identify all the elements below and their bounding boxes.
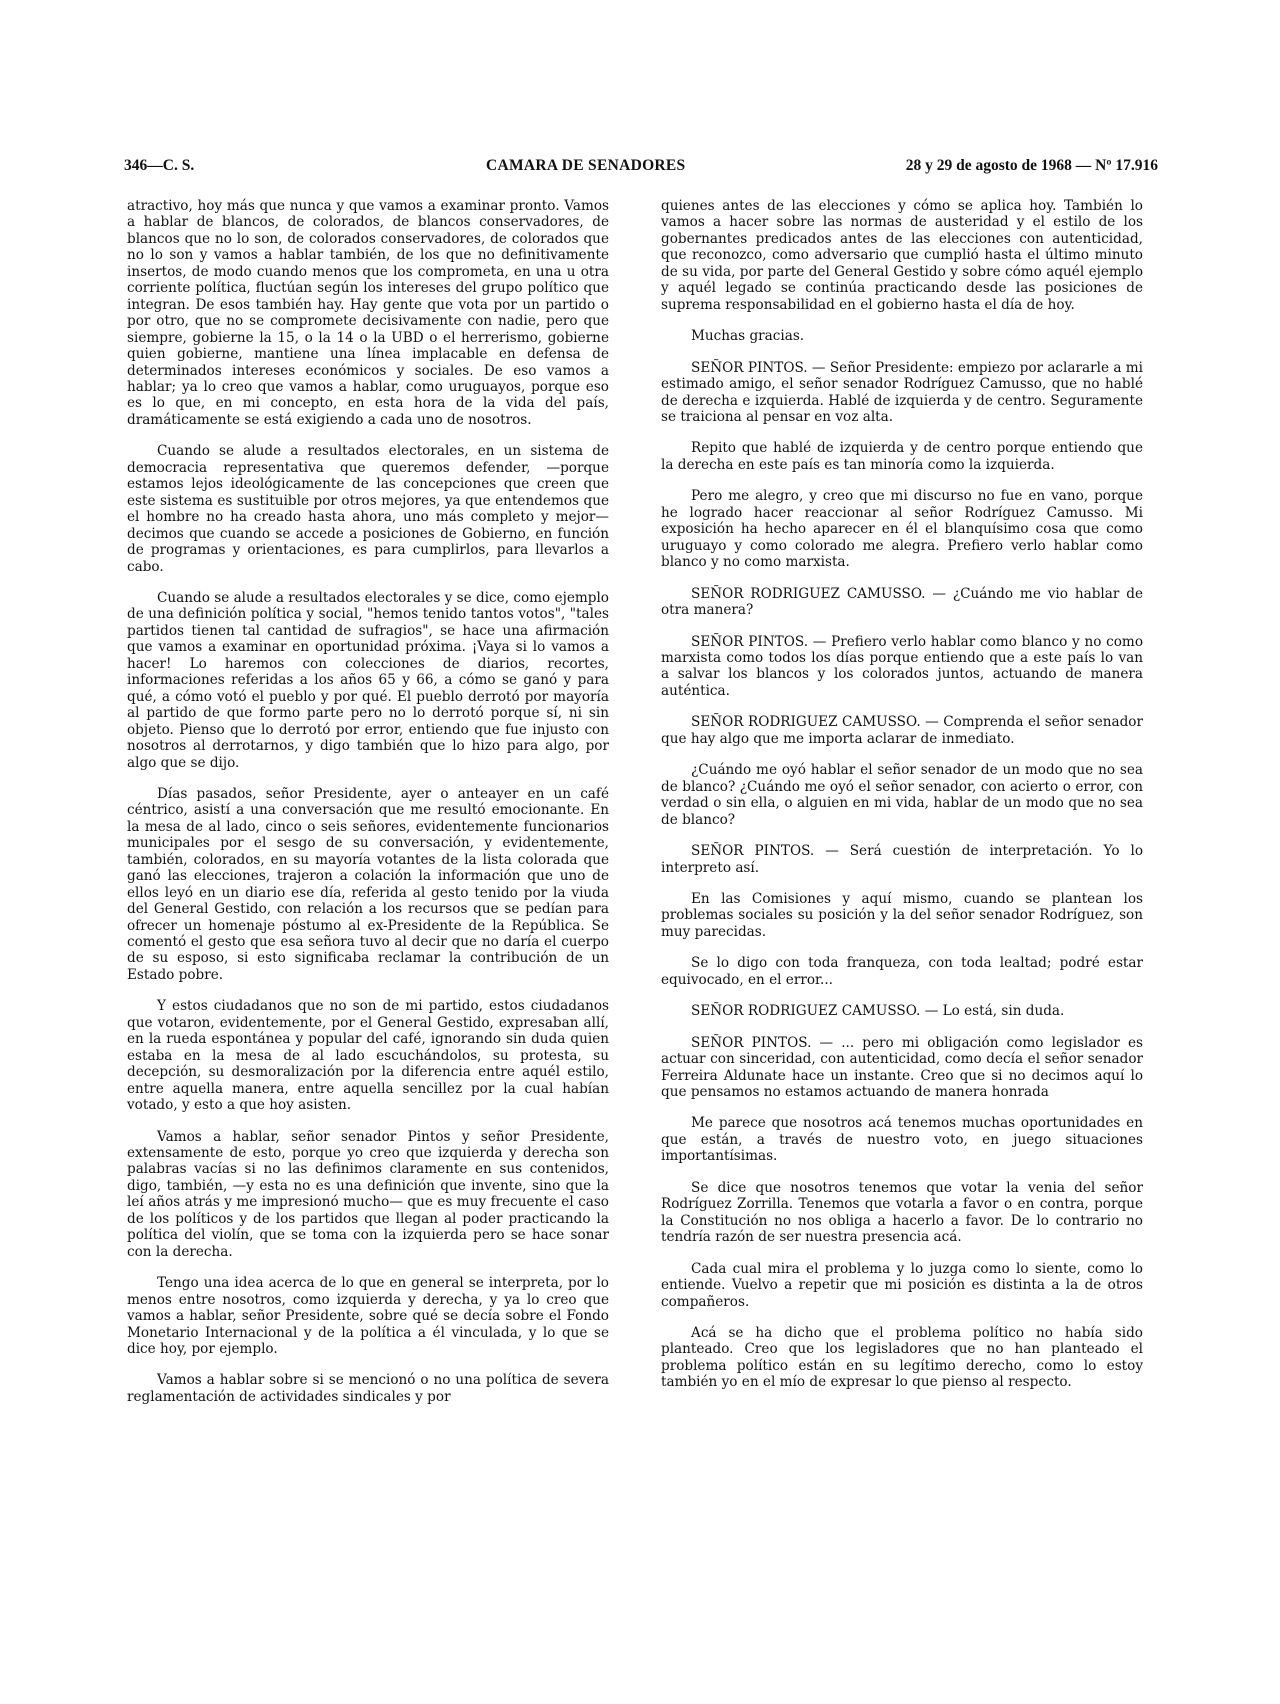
paragraph: atractivo, hoy más que nunca y que vamos a examinar pronto. Vamos a hablar de blancos, de colorados, de blancos conservadores, de blancos que no lo son, de colorados conservadores, de colorados que no lo son y vamos a hablar también, de los que no definitivamente insertos, de modo cuando menos que los comprometa, en una u otra corriente política, fluctúan según los intereses del grupo político que integran. De esos también hay. Hay gente que vota por un partido o por otro, que no se compromete decisivamente con nadie, pero que siempre, gobierne la 15, o la 14 o la UBD o el herrerismo, gobierne quien gobierne, mantiene una línea implacable en defensa de determinados intereses económicos y sociales. De eso vamos a hablar; ya lo creo que vamos a hablar, como uruguayos, porque eso es lo que, en mi concepto, en esta hora de la vida del país, dramáticamente se está exigiendo a cada uno de nosotros. xyxy=(127,198,609,428)
paragraph: En las Comisiones y aquí mismo, cuando se plantean los problemas sociales su posición y la del señor senador Rodríguez, son muy parecidas. xyxy=(661,890,1143,940)
page-number-section: 346—C. S. xyxy=(124,157,195,174)
paragraph: Muchas gracias. xyxy=(691,328,805,345)
paragraph: Pero me alegro, y creo que mi discurso no fue en vano, porque he logrado hacer reaccionar al señor Rodríguez Camusso. Mi exposición ha hecho aparecer en él el blanquísimo cosa que como uruguayo y como colorado me alegra. Prefiero verlo hablar como blanco y no como marxista. xyxy=(661,488,1143,571)
paragraph: SEÑOR PINTOS. — Será cuestión de interpretación. Yo lo interpreto así. xyxy=(661,843,1143,876)
paragraph: SEÑOR PINTOS. — ... pero mi obligación como legislador es actuar con sinceridad, con autenticidad, como decía el señor senador Ferreira Aldunate hace un instante. Creo que si no decimos aquí lo que pensamos no estamos actuando de manera honrada xyxy=(661,1034,1143,1101)
paragraph: Cada cual mira el problema y lo juzga como lo siente, como lo entiende. Vuelvo a repetir que mi posición es distinta a la de otros compañeros. xyxy=(661,1260,1143,1310)
paragraph: Cuando se alude a resultados electorales y se dice, como ejemplo de una definición política y social, "hemos tenido tantos votos", "tales partidos tienen tal cantidad de sufragios", se hace una afirmación que vamos a examinar en oportunidad próxima. ¡Vaya si lo vamos a hacer! Lo haremos con colecciones de diarios, recortes, informaciones referidas a los años 65 y 66, a cómo se ganó y para qué, a cómo votó el pueblo y por qué. El pueblo derrotó por mayoría al partido de que formo parte pero no lo derrotó porque sí, ni sin objeto. Pienso que lo derrotó por error, entiendo que fue injusto con nosotros al derrotarnos, y digo también que lo hizo para algo, por algo que se dijo. xyxy=(127,589,609,771)
right-column xyxy=(661,198,1143,1406)
paragraph: SEÑOR PINTOS. — Prefiero verlo hablar como blanco y no como marxista como todos los días porque entiendo que a este país lo van a salvar los blancos y los colorados juntos, actuando de manera auténtica. xyxy=(661,633,1143,699)
paragraph: Días pasados, señor Presidente, ayer o anteayer en un café céntrico, asistí a una conversación que me resultó emocionante. En la mesa de al lado, cinco o seis señores, evidentemente funcionarios municipales por el sesgo de su conversación, y evidentemente, también, colorados, en su mayoría votantes de la lista colorada que ganó las elecciones, trajeron a colación la información que uno de ellos leyó en un diario ese día, referida al gesto tenido por la viuda del General Gestido, con relación a los recursos que se pedían para ofrecer un homenaje póstumo al ex-Presidente de la República. Se comentó el gesto que esa señora tuvo al decir que no daría el cuerpo de su esposo, si esto significaba reclamar la contribución de un Estado pobre. xyxy=(127,785,609,983)
paragraph: SEÑOR RODRIGUEZ CAMUSSO. — ¿Cuándo me vio hablar de otra manera? xyxy=(661,585,1143,619)
paragraph: Se dice que nosotros tenemos que votar la venia del señor Rodríguez Zorrilla. Tenemos que votarla a favor o en contra, porque la Constitución no nos obliga a hacerlo a favor. De lo contrario no tendría razón de ser nuestra presencia acá. xyxy=(661,1179,1143,1246)
paragraph: SEÑOR PINTOS. — Señor Presidente: empiezo por aclararle a mi estimado amigo, el señor senador Rodríguez Camusso, que no hablé de derecha e izquierda. Hablé de izquierda y de centro. Seguramente se traiciona al pensar en voz alta. xyxy=(661,359,1143,425)
paragraph: Cuando se alude a resultados electorales, en un sistema de democracia representativa que queremos defender, —porque estamos lejos ideológicamente de las concepciones que creen que este sistema es sustituible por otros mejores, ya que entendemos que el hombre no ha creado hasta ahora, uno más completo y mejor— decimos que cuando se accede a posiciones de Gobierno, en función de programas y orientaciones, es para cumplirlos, para llevarlos a cabo. xyxy=(127,443,609,575)
paragraph: Acá se ha dicho que el problema político no había sido planteado. Creo que los legisladores que no han planteado el problema político están en su legítimo derecho, como lo estoy también yo en el mío de expresar lo que pienso al respecto. xyxy=(661,1325,1143,1391)
paragraph: Tengo una idea acerca de lo que en general se interpreta, por lo menos entre nosotros, como izquierda y derecha, y ya lo creo que vamos a hablar, señor Presidente, sobre qué se decía sobre el Fondo Monetario Internacional y de la política a él vinculada, y lo que se dice hoy, por ejemplo. xyxy=(127,1275,609,1357)
page-header xyxy=(124,157,1158,181)
paragraph: quienes antes de las elecciones y cómo se aplica hoy. También lo vamos a hacer sobre las normas de austeridad y el estilo de los gobernantes predicados antes de las elecciones con autenticidad, que reconozco, como adversario que cumplió hasta el último minuto de su vida, por parte del General Gestido y sobre cómo aquél ejemplo y aquél legado se continúa practicando desde las posiciones de suprema responsabilidad en el gobierno hasta el día de hoy. xyxy=(661,198,1143,313)
paragraph: SEÑOR RODRIGUEZ CAMUSSO. — Lo está, sin duda. xyxy=(691,1003,1065,1020)
paragraph: Me parece que nosotros acá tenemos muchas oportunidades en que están, a través de nuestro voto, en juego situaciones importantísimas. xyxy=(661,1115,1143,1165)
left-column xyxy=(127,198,609,1420)
session-date-number: 28 y 29 de agosto de 1968 — Nº 17.916 xyxy=(905,157,1158,174)
paragraph: Vamos a hablar, señor senador Pintos y señor Presidente, extensamente de esto, porque yo creo que izquierda y derecha son palabras vacías si no las definimos claramente en sus contenidos, digo, también, —y esta no es una definición que invente, sino que la leí años atrás y me impresionó mucho— que es muy frecuente el caso de los políticos y de los partidos que llegan al poder practicando la política del violín, que se toma con la izquierda pero se hace sonar con la derecha. xyxy=(127,1128,609,1260)
paragraph: Se lo digo con toda franqueza, con toda lealtad; podré estar equivocado, en el error... xyxy=(661,955,1143,988)
paragraph: Repito que hablé de izquierda y de centro porque entiendo que la derecha en este país es tan minoría como la izquierda. xyxy=(661,440,1143,473)
paragraph: ¿Cuándo me oyó hablar el señor senador de un modo que no sea de blanco? ¿Cuándo me oyó el señor senador, con acierto o error, con verdad o sin ella, o alguien en mi vida, hablar de un modo que no sea de blanco? xyxy=(661,762,1143,828)
chamber-title: CAMARA DE SENADORES xyxy=(486,157,686,174)
paragraph: Y estos ciudadanos que no son de mi partido, estos ciudadanos que votaron, evidentemente, por el General Gestido, expresaban allí, en la rueda espontánea y popular del café, ignorando sin duda quien estaba en la mesa de al lado escuchándolos, su protesta, su decepción, su desmoralización por la diferencia entre aquél estilo, entre aquella manera, entre aquella sencillez por la cual habían votado, y esto a que hoy asisten. xyxy=(127,998,609,1114)
paragraph: SEÑOR RODRIGUEZ CAMUSSO. — Comprenda el señor senador que hay algo que me importa aclarar de inmediato. xyxy=(661,714,1143,747)
paragraph: Vamos a hablar sobre si se mencionó o no una política de severa reglamentación de actividades sindicales y por xyxy=(127,1372,609,1405)
